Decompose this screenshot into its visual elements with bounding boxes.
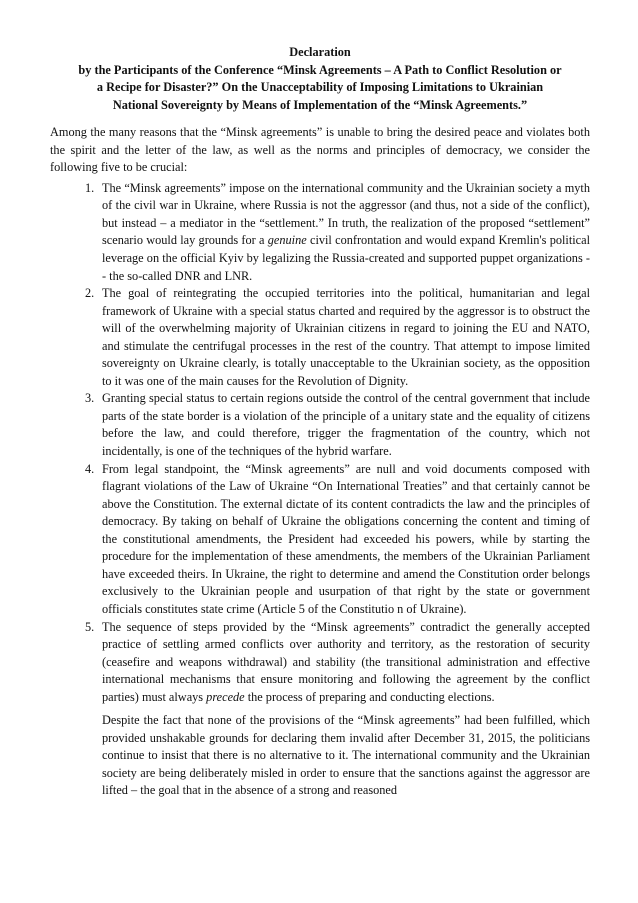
list-item-number: 4. [85,461,95,476]
list-item-text: The “Minsk agreements” impose on the international community and the Ukrainian society a myth of the civil war in Ukraine, where Russia is not the aggressor (and thus, not a side of the conflict), but instead – a mediator in the “settlement.” In truth, the realization of the proposed “settlement” scenario would lay grounds for a [102,180,590,248]
list-item-number: 3. [85,391,95,406]
intro-paragraph: Among the many reasons that the “Minsk agreements” is unable to bring the desired peace and violates both the spirit and the letter of the law, as well as the norms and principles of democracy, we consider the following five to be crucial: [50,125,590,175]
emphasized-text: genuine [267,233,307,248]
heading-line-2: a Recipe for Disaster?” On the Unacceptability of Imposing Limitations to Ukrainian [96,80,544,95]
closing-paragraph: Despite the fact that none of the provisions of the “Minsk agreements” had been fulfilled, which provided unshakable grounds for declaring them invalid after December 31, 2015, the politicians continue to insist that there is no alternative to it. The international community and the Ukrainian society are being deliberately misled in order to ensure that the sanctions against the aggressor are lifted – the goal that in the absence of a strong and reasoned [102,713,590,798]
list-item [85,461,590,619]
list-item [85,180,590,285]
list-item [85,390,590,460]
list-item-text: Granting special status to certain regions outside the control of the central government that include parts of the state border is a violation of the principle of a unitary state and the equality of citizens before the law, and could therefore, trigger the fragmentation of the country, which not incidentally, is one of the techniques of the hybrid warfare. [102,391,590,459]
list-item-text: The goal of reintegrating the occupied territories into the political, humanitarian and legal framework of Ukraine with a special status charted and required by the aggressor is to obstruct the will of the overwhelming majority of Ukrainian citizens in regard to joining the EU and NATO, and stimulate the centrifugal processes in the rest of the country. That attempt to impose limited sovereignty on Ukraine clearly, is totally unacceptable to the Ukrainian society, as the opposition to it was one of the main causes for the Revolution of Dignity. [102,286,590,388]
list-item [85,619,590,707]
list-item-number: 5. [85,619,95,634]
list-item-number: 1. [85,180,95,195]
declaration-title: Declaration [289,45,351,59]
list-item-text: The sequence of steps provided by the “Minsk agreements” contradict the generally accepted practice of settling armed conflicts over authority and territory, as the restoration of security (ceasefire and weapons withdrawal) and stability (the transitional administration and effective international mechanisms that ensure monitoring and following the agreement by the conflict parties) must always [102,619,590,704]
numbered-points-list [50,180,590,706]
list-item-text: civil confrontation and would expand Kremlin's political leverage on the official Kyiv by legalizing the Russia-created and supported puppet organizations -- the so-called DNR and LNR. [102,233,590,283]
list-item-number: 2. [85,286,95,301]
heading-line-1: by the Participants of the Conference “Minsk Agreements – A Path to Conflict Resolution or [78,62,562,77]
list-item-text: the process of preparing and conducting elections. [244,689,495,704]
list-item-text: From legal standpoint, the “Minsk agreements” are null and void documents composed with flagrant violations of the Law of Ukraine “On International Treaties” and that certainly cannot be above the Constitution. The external dictate of its content contradicts the law and the principles of democracy. By taking on behalf of Ukraine the obligations concerning the content and timing of the constitutional amendments, the President had exceeded his powers, while by starting the procedure for the implementation of these amendments, the members of the Ukrainian Parliament have exceeded theirs. In Ukraine, the right to determine and amend the Constitution order belongs exclusively to the Ukrainian people and usurpation of that right by the state or government officials constitutes state crime (Article 5 of the Constitutio n of Ukraine). [102,461,590,616]
declaration-heading [50,44,590,114]
emphasized-text: precede [206,689,245,704]
heading-line-3: National Sovereignty by Means of Implementation of the “Minsk Agreements.” [112,97,528,112]
list-item [85,285,590,390]
